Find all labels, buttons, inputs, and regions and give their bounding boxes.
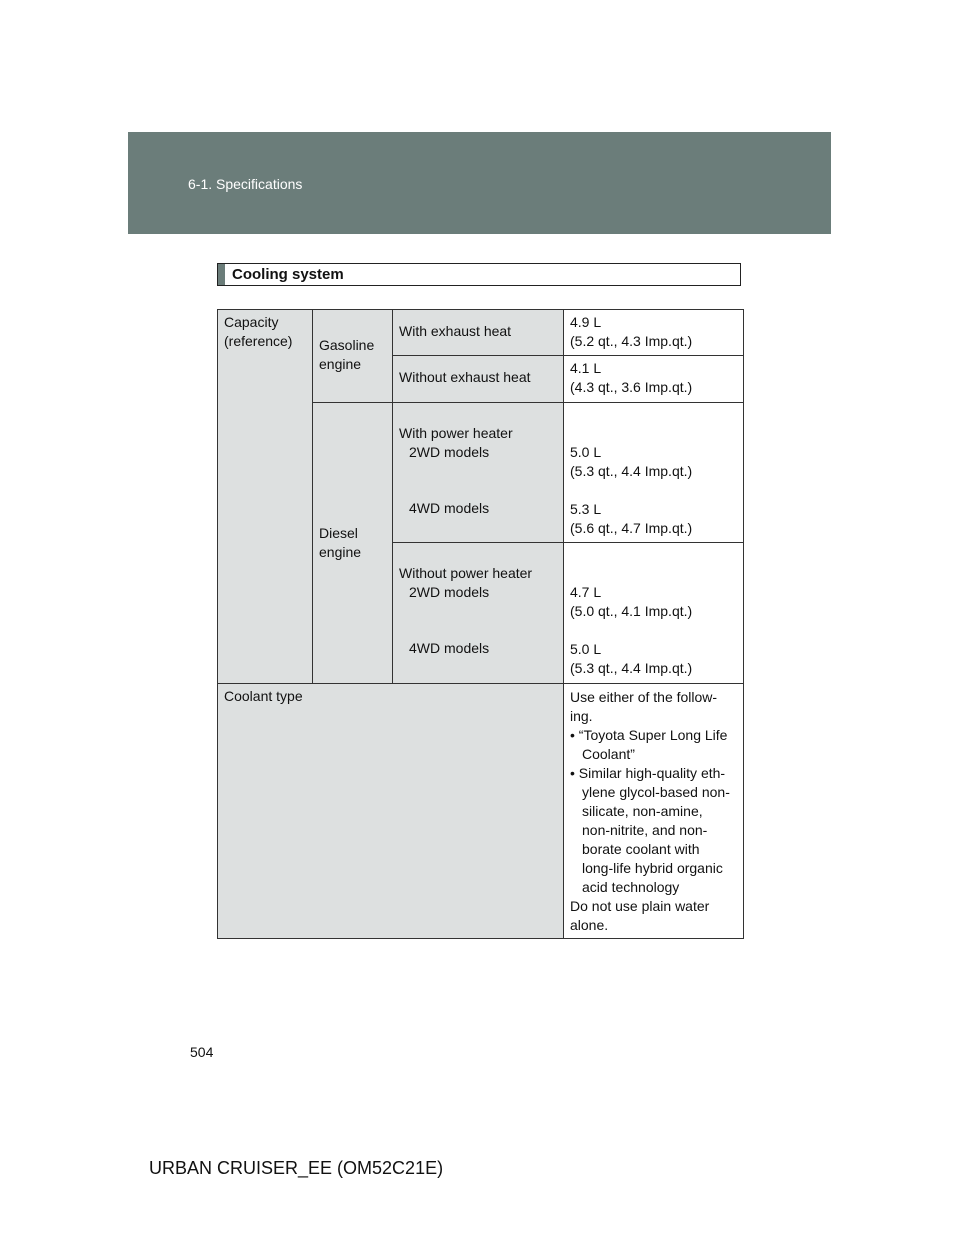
capacity-label: Capacity (reference)	[218, 310, 313, 684]
diesel-condition-without-heater	[393, 543, 564, 684]
coolant-bullet: • “Toyota Super Long Life Coolant”	[570, 727, 728, 762]
coolant-type-value	[564, 684, 744, 939]
value-primary: 5.3 L	[570, 501, 602, 517]
header-band	[128, 132, 831, 234]
value-detail: (5.3 qt., 4.4 Imp.qt.)	[570, 463, 693, 479]
model-label: 4WD models	[409, 640, 490, 656]
section-title: Cooling system	[232, 266, 344, 283]
diesel-condition-with-heater	[393, 403, 564, 543]
heater-heading: With power heater	[399, 425, 513, 441]
model-label: 2WD models	[409, 584, 490, 600]
coolant-note: Do not use plain water alone.	[570, 898, 710, 933]
section-title-box	[217, 263, 741, 286]
section-label: 6-1. Specifications	[188, 176, 303, 192]
title-accent-bar	[218, 264, 225, 285]
value-primary: 4.7 L	[570, 584, 602, 600]
cooling-spec-table	[217, 309, 744, 939]
coolant-type-label: Coolant type	[218, 684, 564, 939]
coolant-bullet: • Similar high-quality eth- ylene glycol-based non- silicate, non-amine, non-nitrite, and non- borate coolant with long-life hybrid organic acid technology	[570, 765, 730, 895]
table-row	[218, 310, 744, 356]
diesel-value-with-heater	[564, 403, 744, 543]
value-primary: 5.0 L	[570, 444, 602, 460]
diesel-engine-label: Diesel engine	[313, 403, 393, 684]
gasoline-value-1	[564, 310, 744, 356]
value-primary: 5.0 L	[570, 641, 602, 657]
model-label: 4WD models	[409, 500, 490, 516]
value-primary: 4.1 L	[570, 360, 602, 376]
document-footer: URBAN CRUISER_EE (OM52C21E)	[149, 1158, 444, 1178]
coolant-intro: Use either of the follow- ing.	[570, 689, 718, 724]
gasoline-engine-label: Gasoline engine	[313, 310, 393, 403]
value-primary: 4.9 L	[570, 314, 602, 330]
gasoline-condition-2: Without exhaust heat	[393, 356, 564, 403]
value-detail: (4.3 qt., 3.6 Imp.qt.)	[570, 379, 693, 395]
model-label: 2WD models	[409, 444, 490, 460]
gasoline-condition-1: With exhaust heat	[393, 310, 564, 356]
value-detail: (5.0 qt., 4.1 Imp.qt.)	[570, 603, 693, 619]
page-number: 504	[190, 1044, 214, 1060]
heater-heading: Without power heater	[399, 565, 533, 581]
value-detail: (5.2 qt., 4.3 Imp.qt.)	[570, 333, 693, 349]
value-detail: (5.3 qt., 4.4 Imp.qt.)	[570, 660, 693, 676]
table-row	[218, 684, 744, 939]
value-detail: (5.6 qt., 4.7 Imp.qt.)	[570, 520, 693, 536]
gasoline-value-2	[564, 356, 744, 403]
diesel-value-without-heater	[564, 543, 744, 684]
